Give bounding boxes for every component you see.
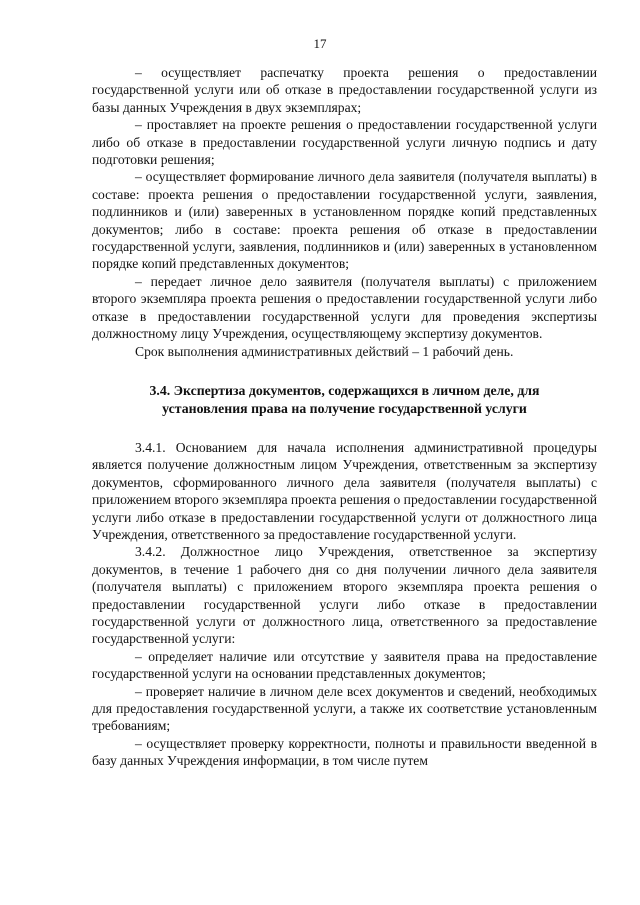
page-number: 17 [313, 36, 327, 51]
paragraph-deadline: Срок выполнения административных действий – 1 рабочий день. [135, 343, 514, 359]
paragraph-verify-database: – осуществляет проверку корректности, полноты и правильности введенной в базу данных Учреждения информации, в том числе путем [92, 735, 597, 769]
section-heading-line-1: 3.4. Экспертиза документов, содержащихся в личном деле, для [149, 382, 540, 398]
paragraph-determine-right: – определяет наличие или отсутствие у заявителя права на предоставление государственной услуги на основании представленных документов; [92, 648, 597, 682]
paragraph-check-documents: – проверяет наличие в личном деле всех документов и сведений, необходимых для предоставления государственной услуги, а также их соответствие установленным требованиям; [92, 683, 597, 734]
section-heading-line-2: установления права на получение государственной услуги [162, 400, 527, 416]
paragraph-3-4-2: 3.4.2. Должностное лицо Учреждения, ответственное за экспертизу документов, в течение 1 рабочего дня со дня получении личного дела заявителя (получателя выплаты) с приложением второго экземпляра проекта решения о предоставлении государственной услуги либо отказе в предоставлении государственной услуги от должностного лица, ответственного за предоставление государственной услуги: [92, 544, 597, 647]
paragraph-sign-draft: – проставляет на проекте решения о предоставлении государственной услуги либо об отказе в предоставлении государственной услуги личную подпись и дату подготовки решения; [92, 117, 597, 168]
document-body [92, 64, 597, 770]
paragraph-transfer-file: – передает личное дело заявителя (получателя выплаты) с приложением второго экземпляра проекта решения о предоставлении государственной услуги либо отказе в предоставлении государственной услуги для проведения экспертизы должностному лицу Учреждения, осуществляющему экспертизу документов. [92, 273, 597, 342]
paragraph-print-draft: – осуществляет распечатку проекта решения о предоставлении государственной услуги или об отказе в предоставлении государственной услуги из базы данных Учреждения в двух экземплярах; [92, 65, 597, 115]
section-heading [92, 382, 597, 418]
paragraph-form-personal-file: – осуществляет формирование личного дела заявителя (получателя выплаты) в составе: проекта решения о предоставлении государственной услуги, заявления, подлинников и (или) заверенных в установленном порядке копий представленных документов; либо в составе: проекта решения об отказе в предоставлении государственной услуги, заявления, подлинников и (или) заверенных в установленном порядке копий представленных документов; [92, 169, 597, 272]
paragraph-3-4-1: 3.4.1. Основанием для начала исполнения административной процедуры является получение должностным лицом Учреждения, ответственным за экспертизу документов, сформированного личного дела заявителя (получателя выплаты) с приложением второго экземпляра проекта решения о предоставлении государственной услуги либо отказе в предоставлении государственной услуги от должностного лица Учреждения, ответственного за предоставление государственной услуги. [92, 439, 597, 542]
